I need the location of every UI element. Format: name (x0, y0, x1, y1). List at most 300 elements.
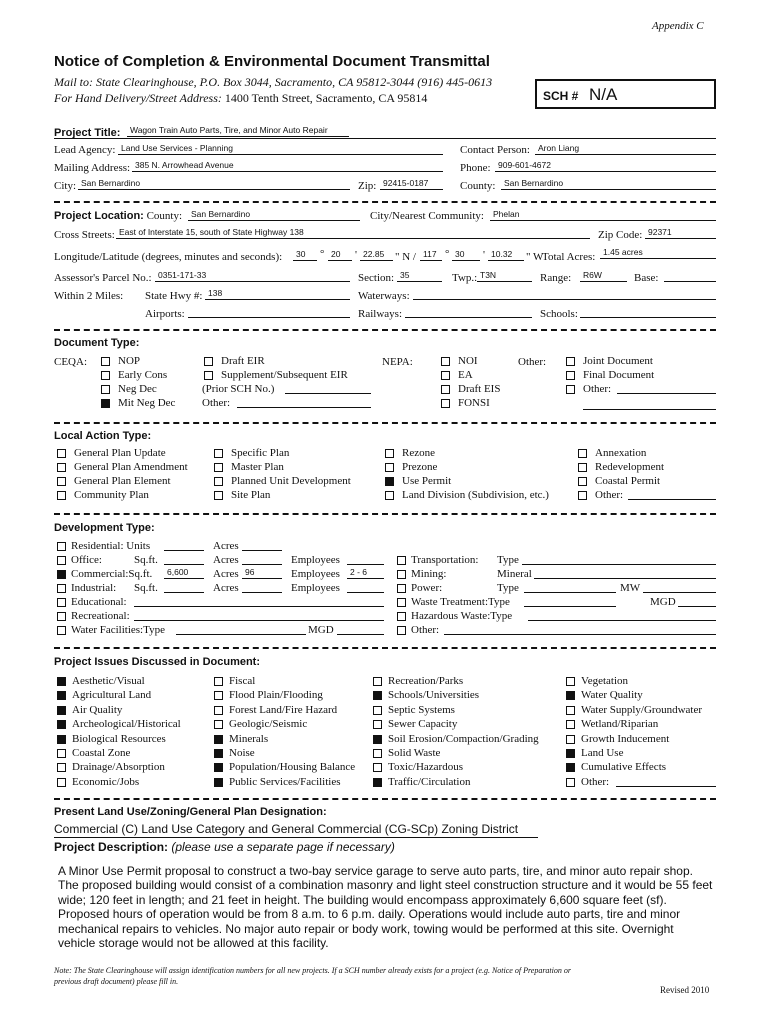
water-facilities-type-field[interactable] (176, 622, 306, 635)
nop-checkbox[interactable] (101, 357, 110, 366)
lat-minutes-value: 20 (331, 249, 341, 259)
issue-other-field[interactable] (616, 774, 716, 787)
issue-public-services-facilities-checkbox[interactable] (214, 778, 223, 787)
airports-label: Airports: (145, 308, 185, 320)
general-plan-element-label: General Plan Element (74, 475, 171, 487)
issue-coastal-zone-label: Coastal Zone (72, 747, 131, 759)
nepa-label: NEPA: (382, 356, 413, 368)
commercial-acres-field[interactable] (242, 566, 282, 579)
draft-eis-checkbox[interactable] (441, 385, 450, 394)
section-field[interactable] (397, 269, 442, 282)
office-label: Office: (71, 554, 102, 566)
issue-fiscal-label: Fiscal (229, 675, 256, 687)
description-line: mechanical repairs to vehicles. No major auto repair or body work, towing would be performed at this site. Overnight (58, 921, 674, 936)
issue-coastal-zone-checkbox[interactable] (57, 749, 66, 758)
issue-agricultural-land-checkbox[interactable] (57, 691, 66, 700)
lead-agency-field[interactable] (118, 142, 443, 155)
degree-symbol: ° (445, 248, 450, 260)
educational-checkbox[interactable] (57, 598, 66, 607)
early-cons-label: Early Cons (118, 369, 168, 381)
form-title: Notice of Completion & Environmental Document Transmittal (54, 53, 490, 70)
recreational-label: Recreational: (71, 610, 130, 622)
zip-code-value: 92371 (648, 227, 672, 237)
issue-vegetation-checkbox[interactable] (566, 677, 575, 686)
long-seconds-field[interactable] (488, 248, 524, 261)
issue-population-housing-balance-checkbox[interactable] (214, 763, 223, 772)
issue-cumulative-effects-label: Cumulative Effects (581, 761, 667, 774)
water-mgd-label: MGD (308, 624, 334, 636)
issue-water-quality-checkbox[interactable] (566, 691, 575, 700)
power-mw-label: MW (620, 582, 641, 594)
draft-eir-checkbox[interactable] (204, 357, 213, 366)
issue-soil-erosion-compaction-grading-checkbox[interactable] (373, 735, 382, 744)
issue-recreation-parks-label: Recreation/Parks (388, 675, 464, 687)
issue-flood-plain-flooding-label: Flood Plain/Flooding (229, 689, 323, 702)
residential-acres-field[interactable] (242, 538, 282, 551)
issue-water-quality-label: Water Quality (581, 689, 643, 702)
waste-mgd-label: MGD (650, 596, 676, 608)
township-field[interactable] (477, 269, 532, 282)
waste-treatment-label: Waste Treatment:Type (411, 596, 510, 608)
mineral-field[interactable] (534, 566, 716, 579)
educational-label: Educational: (71, 596, 127, 608)
mining-checkbox[interactable] (397, 570, 406, 579)
project-title-label: Project Title: (54, 127, 121, 139)
rezone-checkbox[interactable] (385, 449, 394, 458)
general-plan-amendment-label: General Plan Amendment (74, 461, 188, 473)
mit-neg-dec-label: Mit Neg Dec (118, 397, 176, 409)
noi-label: NOI (458, 355, 478, 367)
dev-other-checkbox[interactable] (397, 626, 406, 635)
commercial-label: Commercial:Sq.ft. (71, 568, 153, 580)
neg-dec-checkbox[interactable] (101, 385, 110, 394)
ea-checkbox[interactable] (441, 371, 450, 380)
supplement-eir-label: Supplement/Subsequent EIR (221, 369, 348, 381)
ceqa-other-label: Other: (202, 397, 231, 409)
issue-solid-waste-checkbox[interactable] (373, 749, 382, 758)
zip-label: Zip: (358, 180, 377, 192)
issue-aesthetic-visual-label: Aesthetic/Visual (72, 675, 145, 687)
transportation-label: Transportation: (411, 554, 479, 566)
issue-recreation-parks-checkbox[interactable] (373, 677, 382, 686)
water-facilities-label: Water Facilities:Type (71, 624, 165, 636)
doc-other-checkbox[interactable] (566, 385, 575, 394)
office-employees-label: Employees (291, 554, 340, 566)
mit-neg-dec-checkbox[interactable] (101, 399, 110, 408)
general-plan-update-label: General Plan Update (74, 447, 166, 459)
planned-unit-development-checkbox[interactable] (214, 477, 223, 486)
issue-public-services-facilities-label: Public Services/Facilities (229, 775, 341, 788)
minute-symbol: ' (483, 249, 485, 261)
community-plan-label: Community Plan (74, 489, 149, 501)
contact-person-value: Aron Liang (538, 143, 580, 153)
document-type-heading: Document Type: (54, 337, 140, 349)
state-hwy-label: State Hwy #: (145, 290, 203, 302)
degree-symbol: ° (320, 248, 325, 260)
industrial-sqft-field[interactable] (164, 580, 204, 593)
office-acres-field[interactable] (242, 552, 282, 565)
power-type-field[interactable] (524, 580, 616, 593)
description-line: The proposed building would consist of a combination masonry and light steel construction structure and it would be 55 feet (58, 878, 713, 893)
transportation-type-label: Type (497, 554, 519, 566)
project-title-value: Wagon Train Auto Parts, Tire, and Minor Auto Repair (130, 125, 328, 135)
lat-degrees-value: 30 (296, 249, 306, 259)
project-location-row (54, 210, 182, 222)
issue-water-supply-groundwater-label: Water Supply/Groundwater (581, 703, 702, 716)
base-label: Base: (634, 272, 659, 284)
project-description-label-row (54, 840, 395, 854)
fonsi-label: FONSI (458, 397, 490, 409)
transportation-checkbox[interactable] (397, 556, 406, 565)
hazardous-waste-type-field[interactable] (528, 608, 716, 621)
local-other-field[interactable] (628, 487, 716, 500)
long-minutes-value: 30 (455, 249, 465, 259)
lat-direction: " N / (395, 251, 416, 263)
local-other-checkbox[interactable] (578, 491, 587, 500)
hazardous-waste-label: Hazardous Waste:Type (411, 610, 513, 622)
lead-agency-label: Lead Agency: (54, 144, 116, 156)
doc-other-field-label: Other: (583, 383, 612, 395)
township-label: Twp.: (452, 272, 478, 284)
development-type-heading: Development Type: (54, 522, 155, 534)
lead-agency-value: Land Use Services - Planning (121, 143, 233, 153)
commercial-employees-value: 2 - 6 (350, 567, 368, 577)
industrial-acres-label: Acres (213, 582, 239, 594)
residential-checkbox[interactable] (57, 542, 66, 551)
redevelopment-checkbox[interactable] (578, 463, 587, 472)
specific-plan-checkbox[interactable] (214, 449, 223, 458)
draft-eir-label: Draft EIR (221, 355, 265, 367)
community-plan-checkbox[interactable] (57, 491, 66, 500)
lat-seconds-value: 22.85 (363, 249, 385, 259)
dev-other-label: Other: (411, 624, 440, 636)
final-document-label: Final Document (583, 369, 655, 381)
schools-field[interactable] (580, 305, 716, 318)
description-line: Proposed hours of operation would be from 8 a.m. to 6 p.m. daily. Operations would include auto parts, tire and minor (58, 907, 681, 922)
waste-treatment-type-field[interactable] (524, 594, 616, 607)
description-line: wide; 120 feet in length; and 21 feet in height. The building would encompass approximately 6,600 square feet (sf). (58, 892, 667, 907)
land-use-heading: Present Land Use/Zoning/General Plan Designation: (54, 806, 327, 818)
issue-air-quality-label: Air Quality (72, 703, 123, 716)
project-description-body (58, 864, 712, 950)
issue-agricultural-land-label: Agricultural Land (72, 689, 152, 702)
location-county-label: County: (146, 210, 183, 222)
planned-unit-development-label: Planned Unit Development (231, 475, 351, 487)
water-facilities-checkbox[interactable] (57, 626, 66, 635)
revised-label: Revised 2010 (660, 985, 710, 995)
waste-treatment-checkbox[interactable] (397, 598, 406, 607)
industrial-employees-label: Employees (291, 582, 340, 594)
project-issues-heading: Project Issues Discussed in Document: (54, 656, 261, 668)
long-degrees-value: 117 (423, 249, 437, 259)
issue-toxic-hazardous-label: Toxic/Hazardous (388, 761, 463, 774)
city-field[interactable] (78, 177, 350, 190)
joint-document-checkbox[interactable] (566, 357, 575, 366)
coastal-permit-checkbox[interactable] (578, 477, 587, 486)
issue-geologic-seismic-checkbox[interactable] (214, 720, 223, 729)
dev-other-field[interactable] (444, 622, 716, 635)
lat-degrees-field[interactable] (293, 248, 317, 261)
general-plan-element-checkbox[interactable] (57, 477, 66, 486)
land-use-value: Commercial (C) Land Use Category and General Commercial (CG-SCp) Zoning District (54, 822, 519, 836)
master-plan-label: Master Plan (231, 461, 284, 473)
issue-drainage-absorption-label: Drainage/Absorption (72, 761, 165, 774)
total-acres-value: 1.45 acres (603, 247, 643, 257)
long-degrees-field[interactable] (420, 248, 442, 261)
zip-code-field[interactable] (645, 226, 716, 239)
county-label: County: (460, 180, 496, 192)
issue-aesthetic-visual-checkbox[interactable] (57, 677, 66, 686)
redevelopment-label: Redevelopment (595, 461, 665, 473)
local-other-label: Other: (595, 489, 624, 501)
land-division-label: Land Division (Subdivision, etc.) (402, 489, 549, 501)
issue-sewer-capacity-checkbox[interactable] (373, 720, 382, 729)
local-action-heading: Local Action Type: (54, 430, 152, 442)
issue-growth-inducement-checkbox[interactable] (566, 735, 575, 744)
city-label: City: (54, 180, 77, 192)
mineral-label: Mineral (497, 568, 532, 580)
footer-note-line-1: Note: The State Clearinghouse will assign identification numbers for all new projects. If a SCH number already exists for a project (e.g. Notice of Preparation or (54, 966, 571, 975)
hand-delivery-label: For Hand Delivery/Street Address: (54, 91, 222, 105)
minute-symbol: ' (355, 249, 357, 261)
issue-biological-resources-label: Biological Resources (72, 732, 166, 745)
hazardous-waste-checkbox[interactable] (397, 612, 406, 621)
coastal-permit-label: Coastal Permit (595, 475, 661, 487)
phone-label: Phone: (460, 162, 491, 174)
recreational-checkbox[interactable] (57, 612, 66, 621)
county-value: San Bernardino (504, 178, 564, 188)
recreational-field[interactable] (134, 608, 384, 621)
cross-streets-field[interactable] (116, 226, 590, 239)
township-value: T3N (480, 270, 497, 280)
site-plan-checkbox[interactable] (214, 491, 223, 500)
sch-number-box[interactable] (535, 79, 716, 109)
sch-label: SCH # (543, 89, 579, 103)
total-acres-label: Total Acres: (542, 251, 596, 263)
zip-code-label: Zip Code: (598, 229, 643, 241)
total-acres-field[interactable] (600, 246, 716, 259)
doc-other-field-2[interactable] (583, 397, 716, 410)
issue-soil-erosion-compaction-grading-label: Soil Erosion/Compaction/Grading (388, 732, 539, 745)
issue-growth-inducement-label: Growth Inducement (581, 732, 670, 745)
office-acres-label: Acres (213, 554, 239, 566)
cross-streets-value: East of Interstate 15, south of State Highway 138 (119, 227, 304, 237)
rezone-label: Rezone (402, 447, 435, 459)
issue-water-supply-groundwater-checkbox[interactable] (566, 706, 575, 715)
industrial-checkbox[interactable] (57, 584, 66, 593)
section-divider (54, 329, 716, 331)
phone-value: 909-601-4672 (498, 160, 551, 170)
doc-other-label: Other: (518, 356, 547, 368)
commercial-employees-field[interactable] (347, 566, 384, 579)
issue-wetland-riparian-checkbox[interactable] (566, 720, 575, 729)
section-label: Section: (358, 272, 395, 284)
base-field[interactable] (664, 269, 716, 282)
power-type-label: Type (497, 582, 519, 594)
issue-air-quality-checkbox[interactable] (57, 706, 66, 715)
waterways-label: Waterways: (358, 290, 410, 302)
ceqa-label: CEQA: (54, 356, 87, 368)
issue-minerals-checkbox[interactable] (214, 735, 223, 744)
nearest-community-value: Phelan (493, 209, 520, 219)
sch-value: N/A (589, 85, 618, 104)
office-checkbox[interactable] (57, 556, 66, 565)
issue-land-use-checkbox[interactable] (566, 749, 575, 758)
prior-sch-field[interactable] (285, 381, 371, 394)
section-divider (54, 798, 716, 800)
industrial-employees-field[interactable] (347, 580, 384, 593)
industrial-label: Industrial: (71, 582, 117, 594)
range-field[interactable] (580, 269, 627, 282)
issue-land-use-label: Land Use (581, 747, 624, 759)
state-hwy-field[interactable] (205, 287, 350, 300)
commercial-acres-value: 96 (245, 567, 255, 577)
annexation-label: Annexation (595, 447, 647, 459)
description-line: vehicle storage would not be allowed at this facility. (58, 936, 329, 951)
nearest-community-field[interactable] (490, 208, 716, 221)
location-county-value: San Bernardino (191, 209, 251, 219)
doc-other-field[interactable] (617, 381, 716, 394)
contact-person-field[interactable] (535, 142, 716, 155)
waste-mgd-field[interactable] (678, 594, 716, 607)
railways-field[interactable] (405, 305, 532, 318)
fonsi-checkbox[interactable] (441, 399, 450, 408)
long-minutes-field[interactable] (452, 248, 480, 261)
issue-other-label: Other: (581, 775, 610, 788)
hand-delivery-line (54, 91, 427, 106)
description-line: A Minor Use Permit proposal to construct a two-bay service garage to serve auto parts, tire, and minor auto repair shop. (58, 864, 693, 878)
issue-flood-plain-flooding-checkbox[interactable] (214, 691, 223, 700)
issue-noise-label: Noise (229, 747, 255, 759)
issue-other-checkbox[interactable] (566, 778, 575, 787)
industrial-acres-field[interactable] (242, 580, 282, 593)
nop-label: NOP (118, 355, 141, 367)
prior-sch-label: (Prior SCH No.) (202, 383, 275, 395)
prezone-label: Prezone (402, 461, 438, 473)
cross-streets-label: Cross Streets: (54, 229, 115, 241)
issue-septic-systems-label: Septic Systems (388, 703, 455, 716)
apn-label: Assessor's Parcel No.: (54, 272, 152, 284)
transportation-type-field[interactable] (522, 552, 716, 565)
issue-schools-universities-checkbox[interactable] (373, 691, 382, 700)
land-division-checkbox[interactable] (385, 491, 394, 500)
issue-biological-resources-checkbox[interactable] (57, 735, 66, 744)
range-value: R6W (583, 270, 602, 280)
joint-document-label: Joint Document (583, 355, 653, 367)
commercial-checkbox[interactable] (57, 570, 66, 579)
early-cons-checkbox[interactable] (101, 371, 110, 380)
commercial-acres-label: Acres (213, 568, 239, 580)
supplement-eir-checkbox[interactable] (204, 371, 213, 380)
long-direction: " W (526, 251, 544, 263)
issue-traffic-circulation-checkbox[interactable] (373, 778, 382, 787)
residential-units-field[interactable] (164, 538, 204, 551)
location-county-field[interactable] (188, 208, 360, 221)
use-permit-checkbox[interactable] (385, 477, 394, 486)
zip-field[interactable] (380, 177, 443, 190)
waterways-field[interactable] (413, 287, 716, 300)
issue-economic-jobs-label: Economic/Jobs (72, 775, 140, 788)
issue-geologic-seismic-label: Geologic/Seismic (229, 718, 308, 731)
issue-fiscal-checkbox[interactable] (214, 677, 223, 686)
use-permit-label: Use Permit (402, 475, 452, 487)
county-field[interactable] (501, 177, 716, 190)
mailing-address-value: 385 N. Arrowhead Avenue (135, 160, 234, 170)
issue-toxic-hazardous-checkbox[interactable] (373, 763, 382, 772)
annexation-checkbox[interactable] (578, 449, 587, 458)
issue-drainage-absorption-checkbox[interactable] (57, 763, 66, 772)
site-plan-label: Site Plan (231, 489, 271, 501)
specific-plan-label: Specific Plan (231, 447, 290, 459)
contact-person-label: Contact Person: (460, 144, 530, 156)
issue-archeological-historical-checkbox[interactable] (57, 720, 66, 729)
airports-field[interactable] (188, 305, 350, 318)
project-title-field[interactable] (127, 124, 349, 137)
general-plan-update-checkbox[interactable] (57, 449, 66, 458)
zip-value: 92415-0187 (383, 178, 429, 188)
lat-minutes-field[interactable] (328, 248, 352, 261)
footer-note-line-2: previous draft document) please fill in. (54, 977, 179, 986)
industrial-sqft-label: Sq.ft. (134, 582, 158, 594)
lat-seconds-field[interactable] (360, 248, 393, 261)
draft-eis-label: Draft EIS (458, 383, 501, 395)
prezone-checkbox[interactable] (385, 463, 394, 472)
apn-value: 0351-171-33 (158, 270, 207, 280)
land-use-underline (54, 837, 538, 838)
commercial-sqft-field[interactable] (164, 566, 204, 579)
final-document-checkbox[interactable] (566, 371, 575, 380)
issue-forest-land-fire-hazard-label: Forest Land/Fire Hazard (229, 703, 338, 716)
ceqa-other-field[interactable] (237, 395, 371, 408)
railways-label: Railways: (358, 308, 402, 320)
residential-label: Residential: Units (71, 540, 151, 552)
issue-cumulative-effects-checkbox[interactable] (566, 763, 575, 772)
power-mw-field[interactable] (643, 580, 716, 593)
general-plan-amendment-checkbox[interactable] (57, 463, 66, 472)
residential-acres-label: Acres (213, 540, 239, 552)
section-divider (54, 513, 716, 515)
water-mgd-field[interactable] (337, 622, 384, 635)
divider-line (54, 138, 716, 139)
issue-noise-checkbox[interactable] (214, 749, 223, 758)
issue-economic-jobs-checkbox[interactable] (57, 778, 66, 787)
neg-dec-label: Neg Dec (118, 383, 157, 395)
issue-archeological-historical-label: Archeological/Historical (72, 718, 181, 731)
section-divider (54, 422, 716, 424)
educational-field[interactable] (134, 594, 384, 607)
office-sqft-label: Sq.ft. (134, 554, 158, 566)
range-label: Range: (540, 272, 572, 284)
project-description-note: (please use a separate page if necessary) (171, 840, 395, 854)
office-sqft-field[interactable] (164, 552, 204, 565)
issue-septic-systems-checkbox[interactable] (373, 706, 382, 715)
phone-field[interactable] (495, 159, 716, 172)
noi-checkbox[interactable] (441, 357, 450, 366)
office-employees-field[interactable] (347, 552, 384, 565)
project-location-label: Project Location: (54, 210, 144, 222)
power-label: Power: (411, 582, 443, 594)
mailing-address-field[interactable] (132, 159, 443, 172)
nearest-community-label: City/Nearest Community: (370, 210, 484, 222)
issue-forest-land-fire-hazard-checkbox[interactable] (214, 706, 223, 715)
section-divider (54, 201, 716, 203)
issue-population-housing-balance-label: Population/Housing Balance (229, 761, 356, 774)
master-plan-checkbox[interactable] (214, 463, 223, 472)
within-2-miles-label: Within 2 Miles: (54, 290, 124, 302)
power-checkbox[interactable] (397, 584, 406, 593)
section-divider (54, 647, 716, 649)
apn-field[interactable] (155, 269, 350, 282)
